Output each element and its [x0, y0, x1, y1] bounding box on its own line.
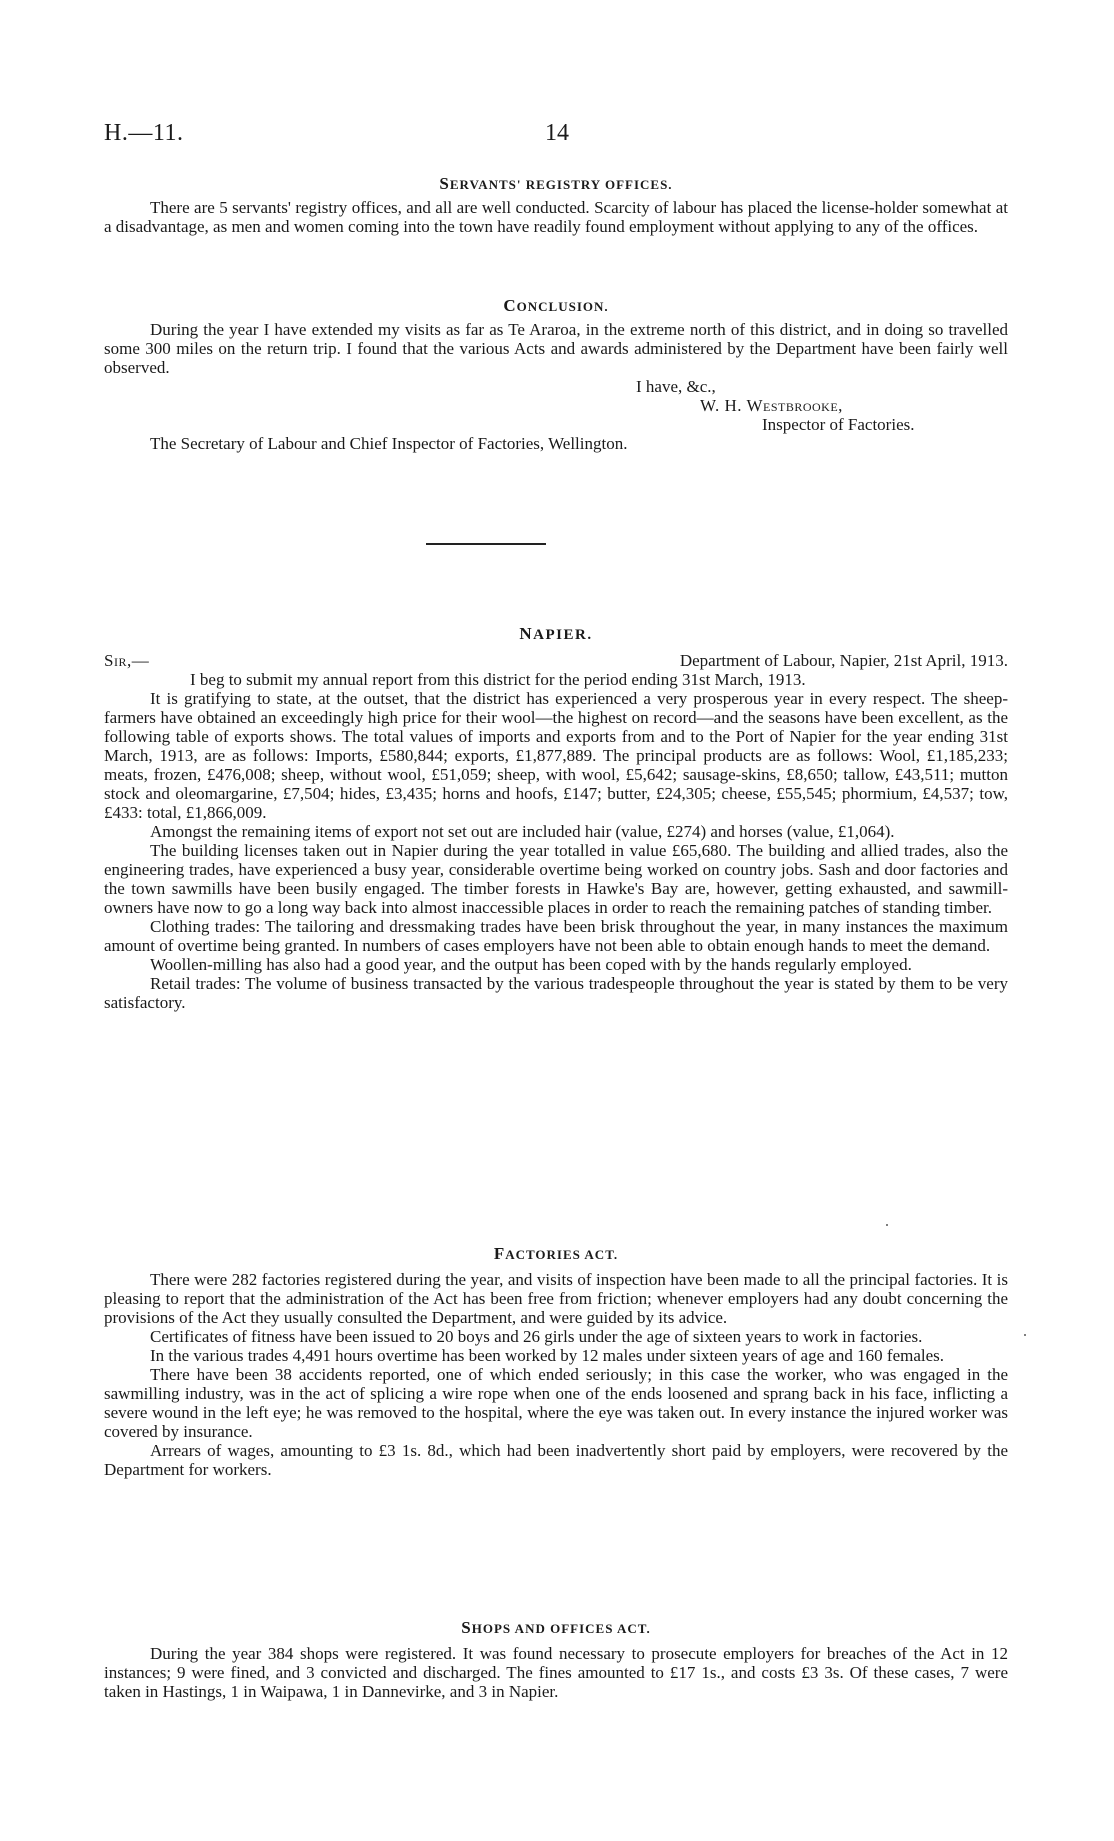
signatory-title: Inspector of Factories.: [762, 415, 915, 434]
paragraph: I beg to submit my annual report from this district for the period ending 31st March, 1913.: [190, 670, 806, 689]
paragraph: Certificates of fitness have been issued to 20 boys and 26 girls under the age of sixteen years to work in factories.: [150, 1327, 923, 1346]
paragraph: There have been 38 accidents reported, one of which ended seriously; in this case the worker, who was engaged in the sawmilling industry, was in the act of splicing a wire rope when one of the ends loosened and sprang back in his face, inflicting a severe wound in the left eye; he was removed to the hospital, where the eye was taken out. In every instance the injured worker was covered by insurance.: [104, 1365, 1008, 1441]
salutation-line: [104, 651, 1008, 670]
print-speck: [1024, 1334, 1026, 1336]
page-number: 14: [545, 120, 569, 146]
signature-line: [104, 396, 1008, 415]
paragraph: Amongst the remaining items of export not set out are included hair (value, £274) and horses (value, £1,064).: [150, 822, 895, 841]
addressee: The Secretary of Labour and Chief Inspector of Factories, Wellington.: [150, 434, 628, 453]
signatory-title-line: [104, 415, 1008, 434]
print-speck: [886, 1224, 888, 1226]
salutation: Sir,—: [104, 651, 150, 670]
paragraph: There were 282 factories registered during the year, and visits of inspection have been made to all the principal factories. It is pleasing to report that the administration of the Act has been free from friction; whenever employers had any doubt concerning the provisions of the Act they usually consulted the Department, and were guided by its advice.: [104, 1270, 1008, 1327]
section-title: SERVANTS' REGISTRY OFFICES.: [439, 174, 673, 193]
paragraph: During the year I have extended my visits as far as Te Araroa, in the extreme north of this district, and in doing so travelled some 300 miles on the return trip. I found that the various Acts and awards administered by the Department have been fairly well observed.: [104, 320, 1008, 377]
dateline: Department of Labour, Napier, 21st April, 1913.: [679, 651, 1008, 670]
shops-offices-act-section: [104, 1618, 1008, 1701]
paragraph: During the year 384 shops were registered. It was found necessary to prosecute employers for breaches of the Act in 12 instances; 9 were fined, and 3 convicted and discharged. The fines amounted to £17 1s., and costs £3 3s. Of these cases, 7 were taken in Hastings, 1 in Waipawa, 1 in Dannevirke, and 3 in Napier.: [104, 1644, 1008, 1701]
paragraph: Clothing trades: The tailoring and dressmaking trades have been brisk throughout the year, in many instances the maximum amount of overtime being granted. In numbers of cases employers have not been able to obtain enough hands to meet the demand.: [104, 917, 1008, 955]
closing-line: [104, 377, 1008, 396]
paragraph: Woollen-milling has also had a good year, and the output has been coped with by the hands regularly employed.: [150, 955, 912, 974]
addressee-line: [104, 434, 1008, 453]
closing: I have, &c.,: [636, 377, 716, 396]
paragraph: There are 5 servants' registry offices, and all are well conducted. Scarcity of labour has placed the license-holder somewhat at a disadvantage, as men and women coming into the town have readily found employment without applying to any of the offices.: [104, 198, 1008, 236]
paragraph: Arrears of wages, amounting to £3 1s. 8d., which had been inadvertently short paid by employers, were recovered by the Department for workers.: [104, 1441, 1008, 1479]
section-divider: [426, 543, 546, 545]
section-title: CONCLUSION.: [503, 296, 609, 315]
paragraph: Retail trades: The volume of business transacted by the various tradespeople throughout the year is stated by them to be very satisfactory.: [104, 974, 1008, 1012]
factories-act-section: [104, 1244, 1008, 1479]
servants-registry-section: [104, 174, 1008, 236]
conclusion-section: [104, 296, 1008, 453]
paragraph: In the various trades 4,491 hours overtime has been worked by 12 males under sixteen years of age and 160 females.: [150, 1346, 945, 1365]
report-reference: H.—11.: [104, 120, 184, 146]
signatory: W. H. Westbrooke,: [700, 396, 843, 415]
paragraph: The building licenses taken out in Napier during the year totalled in value £65,680. The building and allied trades, also the engineering trades, have experienced a busy year, considerable overtime being worked on country jobs. Sash and door factories and the town sawmills have been busily engaged. The timber forests in Hawke's Bay are, however, getting exhausted, and sawmill-owners have now to go a long way back into almost inaccessible places in order to reach the remaining patches of standing timber.: [104, 841, 1008, 917]
section-title: SHOPS AND OFFICES ACT.: [461, 1618, 651, 1637]
section-title: NAPIER.: [519, 624, 593, 643]
napier-section: [104, 624, 1008, 1012]
section-title: FACTORIES ACT.: [493, 1244, 619, 1263]
paragraph: It is gratifying to state, at the outset, that the district has experienced a very prosperous year in every respect. The sheep-farmers have obtained an exceedingly high price for their wool—the highest on record—and the seasons have been excellent, as the following table of exports shows. The total values of imports and exports from and to the Port of Napier for the year ending 31st March, 1913, are as follows: Imports, £580,844; exports, £1,877,889. The principal products are as follows: Wool, £1,185,233; meats, frozen, £476,008; sheep, without wool, £51,059; sheep, with wool, £5,642; sausage-skins, £8,650; tallow, £43,511; mutton stock and oleomargarine, £7,504; hides, £3,435; horns and hoofs, £147; butter, £24,305; cheese, £55,545; phormium, £4,537; tow, £433: total, £1,866,009.: [104, 689, 1008, 822]
